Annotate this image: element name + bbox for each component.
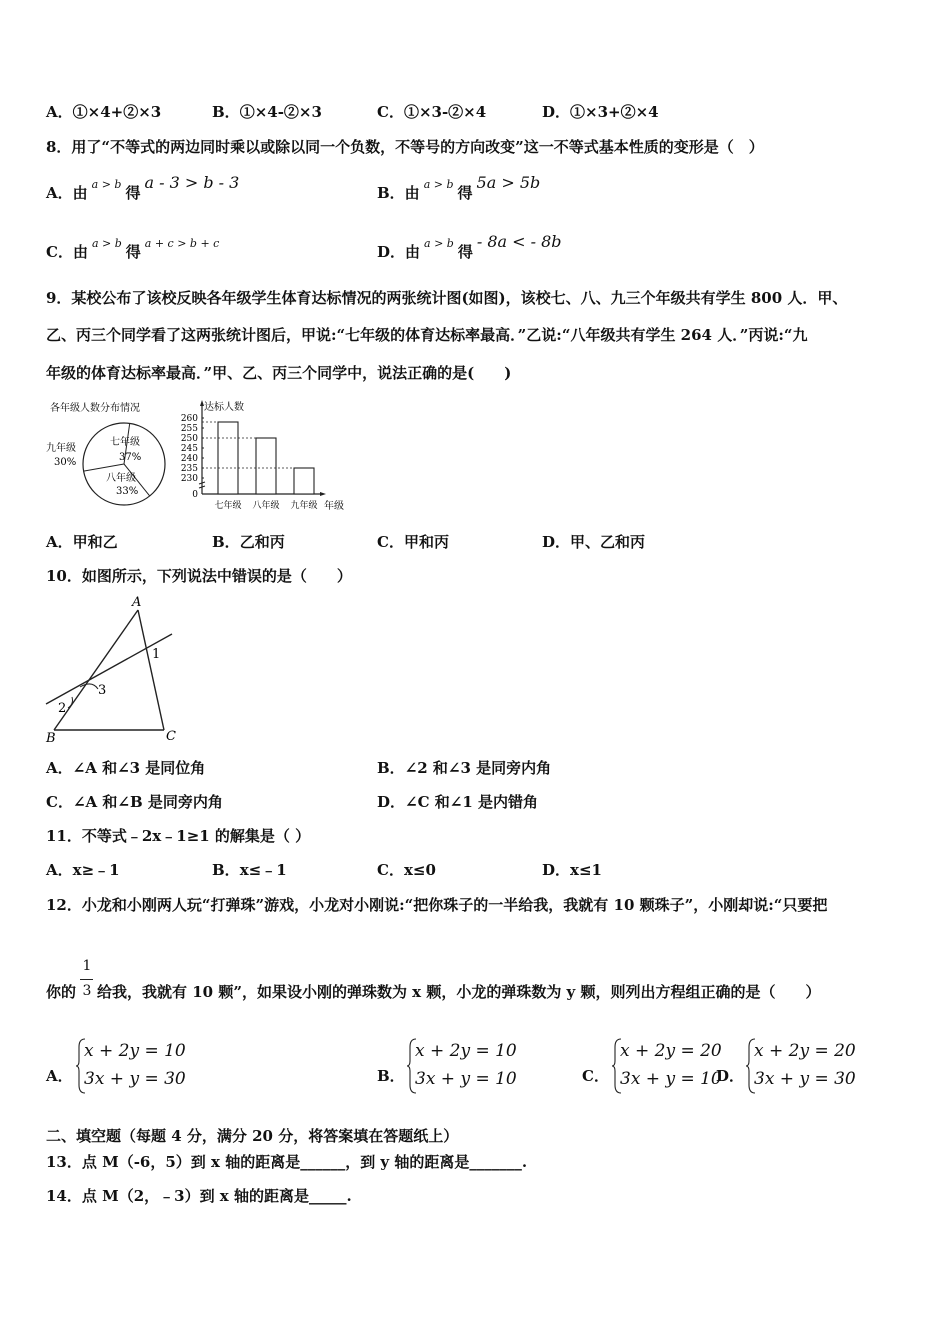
pie-label-grade8: 八年级 bbox=[106, 473, 136, 484]
angle-3-label: 3 bbox=[98, 683, 107, 698]
bar-chart bbox=[172, 398, 358, 516]
q12-option-c-system bbox=[612, 1037, 722, 1093]
pie-label-grade7: 七年级 bbox=[110, 437, 140, 448]
q9-line-2: 乙、丙三个同学看了这两张统计图后，甲说:“七年级的体育达标率最高．”乙说:“八年级共有学生 264 人．”丙说:“九 bbox=[46, 326, 808, 344]
q7-option-d: D．①×3+②×4 bbox=[542, 103, 659, 121]
bar-xlabel: 年级 bbox=[324, 501, 344, 512]
y-tick-label: 240 bbox=[180, 454, 198, 464]
q12-option-b-system bbox=[407, 1037, 517, 1093]
q12-option-d-label: D． bbox=[716, 1067, 745, 1085]
q12-option-d-system bbox=[746, 1037, 856, 1093]
eq1: x + 2y = 10 bbox=[84, 1041, 186, 1061]
q11-option-a: A．x≥﹣1 bbox=[46, 861, 120, 879]
y-tick-label: 250 bbox=[180, 434, 198, 444]
transversal-line bbox=[46, 634, 172, 704]
q12-line-1: 12．小龙和小刚两人玩“打弹珠”游戏，小龙对小刚说:“把你珠子的一半给我，我就有 10 颗珠子”，小刚却说:“只要把 bbox=[46, 896, 828, 914]
section-2-heading: 二、填空题（每题 4 分，满分 20 分，将答案填在答题纸上） bbox=[46, 1127, 459, 1145]
x-tick-label: 七年级 bbox=[214, 501, 242, 511]
eq2: 3x + y = 10 bbox=[415, 1069, 517, 1089]
q8-option-b: B．由 $^{a > b}$ 得5a > 5b bbox=[377, 173, 541, 202]
q9-option-d: D．甲、乙和丙 bbox=[542, 533, 646, 551]
q10-option-b: B．∠2 和∠3 是同旁内角 bbox=[377, 759, 552, 777]
pie-title: 各年级人数分布情况 bbox=[50, 403, 140, 414]
q12-line-2: 给我，我就有 10 颗”，如果设小刚的弹珠数为 x 颗，小龙的弹珠数为 y 颗，则列出方程组正确的是（ ） bbox=[97, 983, 821, 1001]
pie-pct-grade8: 33% bbox=[116, 486, 139, 497]
y-tick-label: 245 bbox=[180, 444, 198, 454]
q10-option-a: A．∠A 和∠3 是同位角 bbox=[46, 759, 206, 777]
eq1: x + 2y = 20 bbox=[620, 1041, 722, 1061]
bar-chart-title: 达标人数 bbox=[204, 402, 244, 413]
q7-option-a: A．①×4+②×3 bbox=[46, 103, 162, 121]
x-tick-label: 八年级 bbox=[252, 501, 280, 511]
q7-option-b: B．①×4-②×3 bbox=[212, 103, 322, 121]
y-tick-label: 260 bbox=[180, 414, 198, 424]
q9-option-b: B．乙和丙 bbox=[212, 533, 285, 551]
eq1: x + 2y = 10 bbox=[415, 1041, 517, 1061]
bar bbox=[218, 422, 238, 494]
q9-line-1: 9．某校公布了该校反映各年级学生体育达标情况的两张统计图(如图)，该校七、八、九三个年级共有学生 800 人．甲、 bbox=[46, 289, 848, 307]
y-tick-label: 230 bbox=[180, 474, 198, 484]
q10-option-d: D．∠C 和∠1 是内错角 bbox=[377, 793, 538, 811]
angle-2-label: 2 bbox=[58, 701, 67, 716]
eq2: 3x + y = 30 bbox=[84, 1069, 186, 1089]
q11-option-c: C．x≤0 bbox=[377, 861, 436, 879]
q12-option-a-label: A． bbox=[46, 1067, 73, 1085]
q7-option-c: C．①×3-②×4 bbox=[377, 103, 487, 121]
eq1: x + 2y = 20 bbox=[754, 1041, 856, 1061]
q14: 14．点 M（2，﹣3）到 x 轴的距离是_____. bbox=[46, 1187, 352, 1205]
q11-option-d: D．x≤1 bbox=[542, 861, 602, 879]
bar bbox=[294, 468, 314, 494]
q10-option-c: C．∠A 和∠B 是同旁内角 bbox=[46, 793, 223, 811]
triangle-figure bbox=[40, 592, 190, 748]
pie-pct-grade9: 30% bbox=[54, 457, 77, 468]
vertex-b-label: B bbox=[46, 731, 56, 746]
q12-frac-bar bbox=[80, 979, 93, 980]
q12-option-c-label: C． bbox=[582, 1067, 609, 1085]
y-tick-label: 255 bbox=[180, 424, 198, 434]
q9-option-a: A．甲和乙 bbox=[46, 533, 118, 551]
q12-option-b-label: B． bbox=[377, 1067, 405, 1085]
pie-pct-grade7: 37% bbox=[119, 452, 142, 463]
angle-1-label: 1 bbox=[152, 647, 161, 662]
q9-option-c: C．甲和丙 bbox=[377, 533, 449, 551]
eq2: 3x + y = 10 bbox=[620, 1069, 722, 1089]
vertex-c-label: C bbox=[166, 729, 176, 744]
pie-label-grade9: 九年级 bbox=[46, 443, 76, 454]
q12-option-a-system bbox=[76, 1037, 186, 1093]
q11-option-b: B．x≤﹣1 bbox=[212, 861, 287, 879]
side-ac bbox=[138, 610, 164, 730]
x-tick-label: 九年级 bbox=[290, 501, 318, 511]
q8-option-d: D．由 $^{a > b}$ 得- 8a < - 8b bbox=[377, 232, 562, 261]
q8-option-a: A．由 $^{a > b}$ 得a - 3 > b - 3 bbox=[46, 173, 240, 202]
bar bbox=[256, 438, 276, 494]
q11-stem: 11．不等式﹣2x﹣1≥1 的解集是（ ） bbox=[46, 827, 311, 845]
q8-option-c: C．由 $^{a > b}$ 得 $^{a + c > b + c}$ bbox=[46, 237, 220, 261]
pie-divider bbox=[84, 464, 124, 471]
x-axis-arrow bbox=[320, 492, 326, 496]
q9-line-3: 年级的体育达标率最高．”甲、乙、丙三个同学中，说法正确的是( ) bbox=[46, 364, 512, 382]
q10-stem: 10．如图所示，下列说法中错误的是（ ） bbox=[46, 567, 352, 585]
side-ab bbox=[54, 610, 138, 730]
q8-stem: 8．用了“不等式的两边同时乘以或除以同一个负数，不等号的方向改变”这一不等式基本性质的变形是（ ） bbox=[46, 138, 764, 156]
q12-frac-num: 1 bbox=[82, 958, 92, 974]
y-tick-label: 235 bbox=[180, 464, 198, 474]
pie-chart bbox=[44, 398, 174, 510]
vertex-a-label: A bbox=[132, 595, 142, 610]
q12-frac-den: 3 bbox=[82, 983, 92, 999]
q12-pre: 你的 bbox=[46, 983, 77, 1001]
y-tick-label: 0 bbox=[192, 490, 198, 500]
eq2: 3x + y = 30 bbox=[754, 1069, 856, 1089]
angle-2-arc bbox=[68, 697, 73, 708]
q13: 13．点 M（-6，5）到 x 轴的距离是______，到 y 轴的距离是_______. bbox=[46, 1153, 528, 1171]
